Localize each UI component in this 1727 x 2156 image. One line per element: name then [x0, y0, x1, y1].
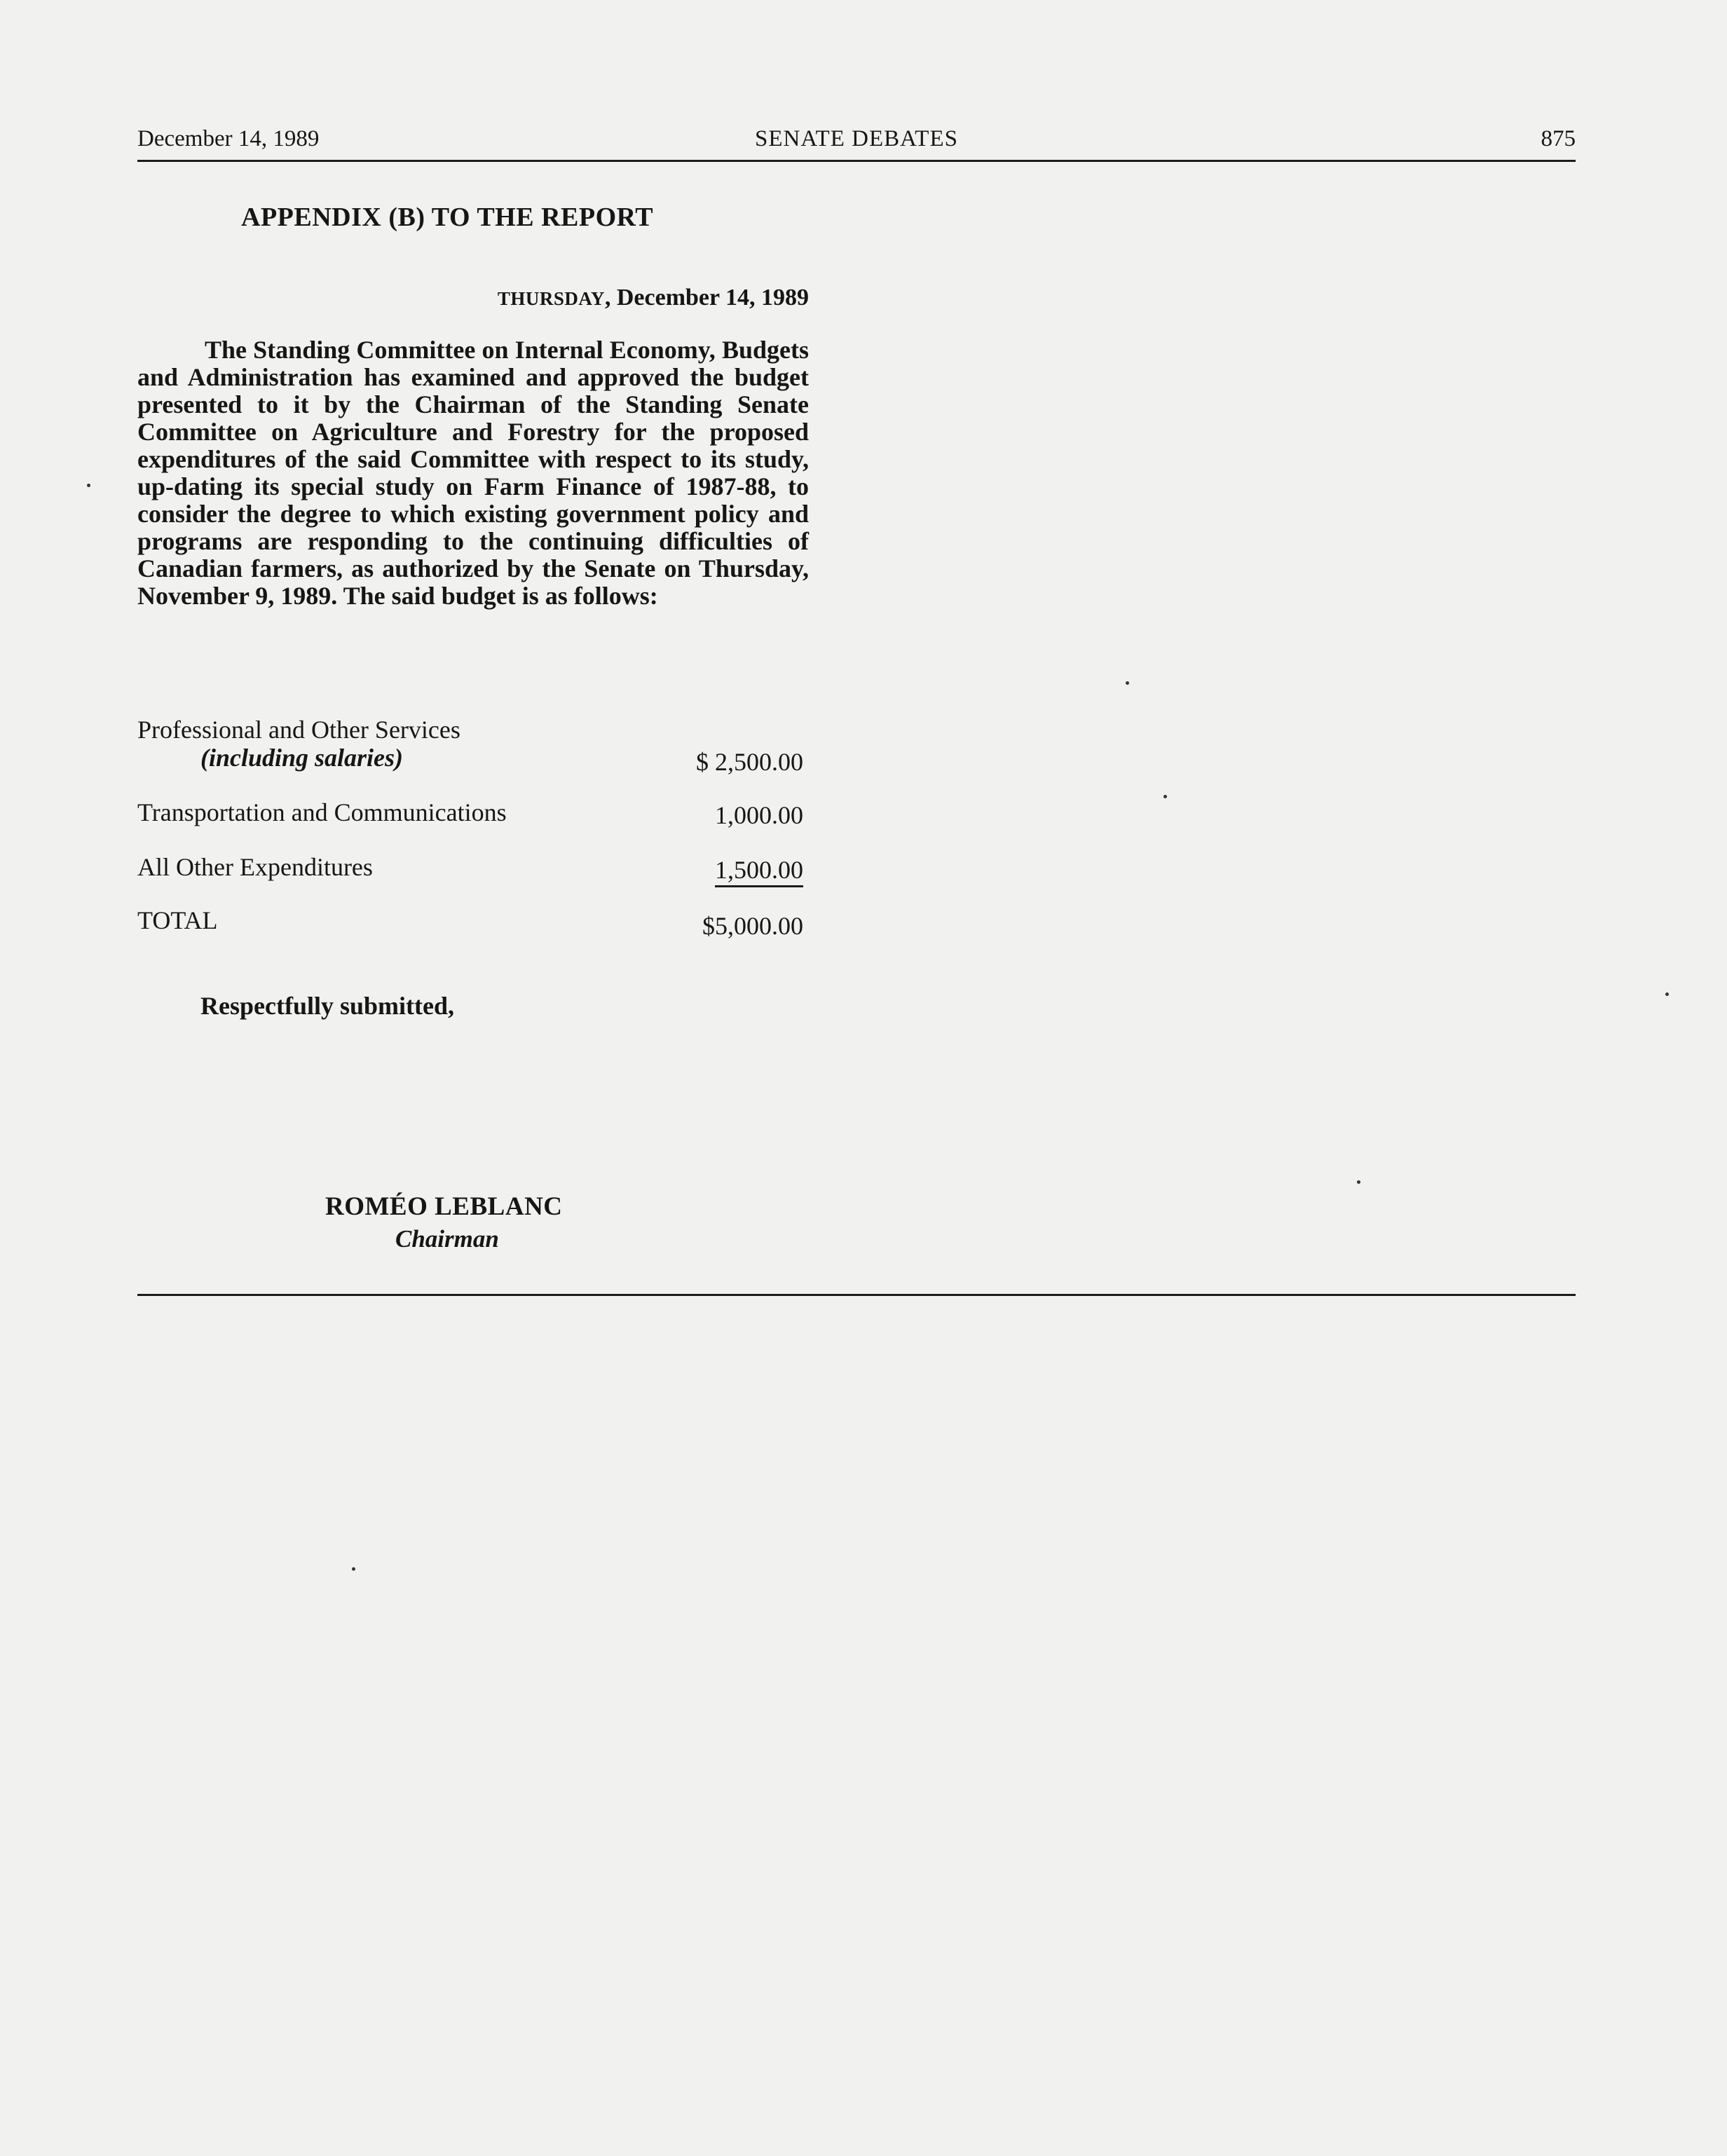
budget-sublabel: (including salaries): [200, 744, 404, 772]
dateline: [137, 285, 809, 311]
footer-rule: [137, 1294, 1576, 1296]
closing-text: Respectfully submitted,: [200, 992, 454, 1020]
scan-speck: [352, 1567, 355, 1571]
budget-row-professional: [137, 715, 803, 785]
scan-speck: [1126, 681, 1129, 685]
header-rule: [137, 160, 1576, 162]
budget-row-total: [137, 906, 803, 938]
report-paragraph: The Standing Committee on Internal Economy, Budgets and Administration has examined and approved the budget presented to it by the Chairman of the Standing Senate Committee on Agriculture and Forestry for the proposed expenditures of the said Committee with respect to its study, up-dating its special study on Farm Finance of 1987-88, to consider the degree to which existing government policy and programs are responding to the continuing difficulties of Canadian farmers, as authorized by the Senate on Thursday, November 9, 1989. The said budget is as follows:: [137, 336, 809, 610]
budget-amount: 1,500.00: [715, 855, 803, 887]
budget-amount: $5,000.00: [702, 912, 803, 940]
running-head: [137, 126, 1576, 158]
budget-label: Transportation and Communications: [137, 798, 507, 826]
budget-amount: 1,000.00: [715, 801, 803, 829]
budget-row-other: [137, 852, 803, 885]
budget-label: All Other Expenditures: [137, 853, 373, 881]
budget-label: Professional and Other Services: [137, 716, 460, 744]
appendix-title: APPENDIX (B) TO THE REPORT: [241, 203, 654, 232]
publication-title: SENATE DEBATES: [755, 126, 958, 151]
budget-row-transportation: [137, 798, 803, 830]
header-date: December 14, 1989: [137, 126, 320, 151]
scan-speck: [87, 484, 90, 487]
budget-label: TOTAL: [137, 906, 218, 934]
scan-speck: [1357, 1180, 1360, 1184]
scan-speck: [1163, 795, 1167, 798]
scan-speck: [1665, 992, 1669, 996]
signatory-title: Chairman: [395, 1225, 499, 1253]
page-number: 875: [1541, 126, 1576, 151]
dateline-day: THURSDAY: [497, 288, 605, 309]
dateline-date: , December 14, 1989: [604, 285, 809, 311]
signatory-name: ROMÉO LEBLANC: [325, 1192, 563, 1221]
budget-amount: $ 2,500.00: [696, 748, 803, 776]
